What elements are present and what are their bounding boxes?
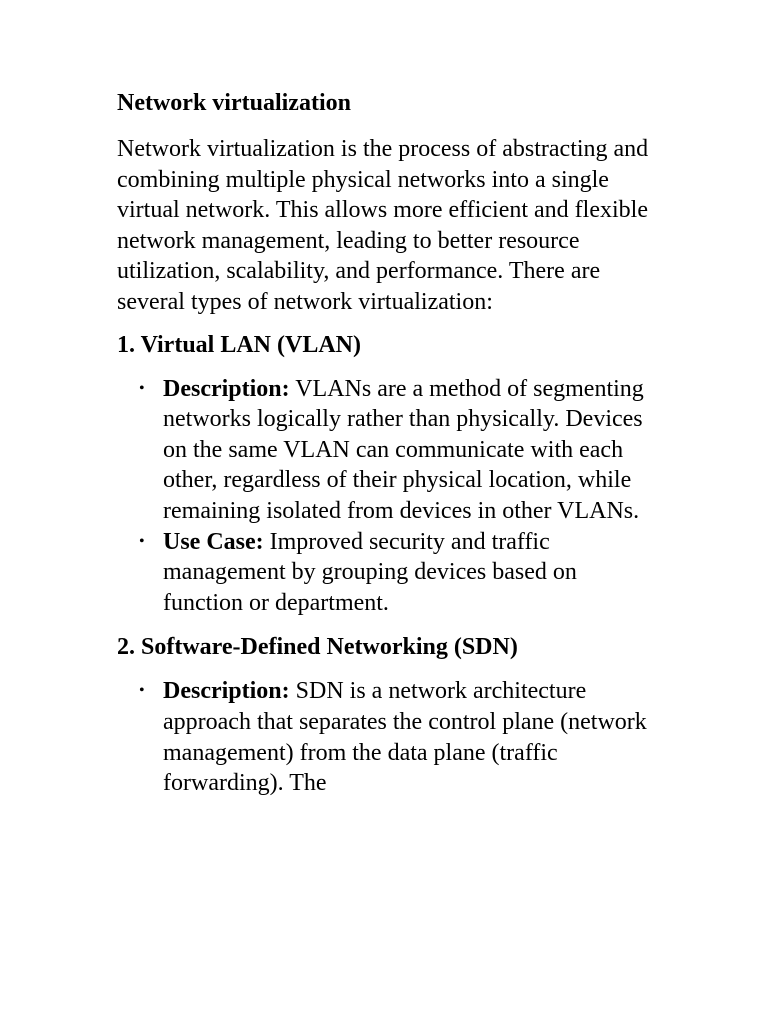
bullet-icon: • [139,682,145,700]
bullet-list [117,374,657,619]
section-sdn [117,630,657,798]
document-page [117,86,657,811]
bullet-text: VLANs are a method of segmenting networks logically rather than physically. Devices on the same VLAN can communicate with each other, regardless of their physical location, while remaining isolated from devices in other VLANs. [163,375,644,524]
bullet-label: Use Case: [163,528,264,555]
bullet-text: SDN is a network architecture approach that separates the control plane (network management) from the data plane (traffic forwarding). The [163,678,647,797]
document-title: Network virtualization [117,90,351,116]
bullet-item-description [117,676,657,798]
intro-paragraph: Network virtualization is the process of abstracting and combining multiple physical networks into a single virtual network. This allows more efficient and flexible network management, leading to better resource utilization, scalability, and performance. There are several types of network virtualization: [117,136,649,315]
bullet-icon: • [139,532,145,550]
bullet-item-description [117,374,657,527]
bullet-label: Description: [163,375,290,402]
bullet-list [117,676,657,798]
bullet-text: Improved security and traffic management by grouping devices based on function or department. [163,528,577,616]
section-heading: 2. Software-Defined Networking (SDN) [117,634,518,661]
section-heading: 1. Virtual LAN (VLAN) [117,331,361,358]
bullet-item-use-case [117,527,657,619]
bullet-label: Description: [163,678,290,705]
section-vlan [117,328,657,619]
bullet-icon: • [139,379,145,397]
